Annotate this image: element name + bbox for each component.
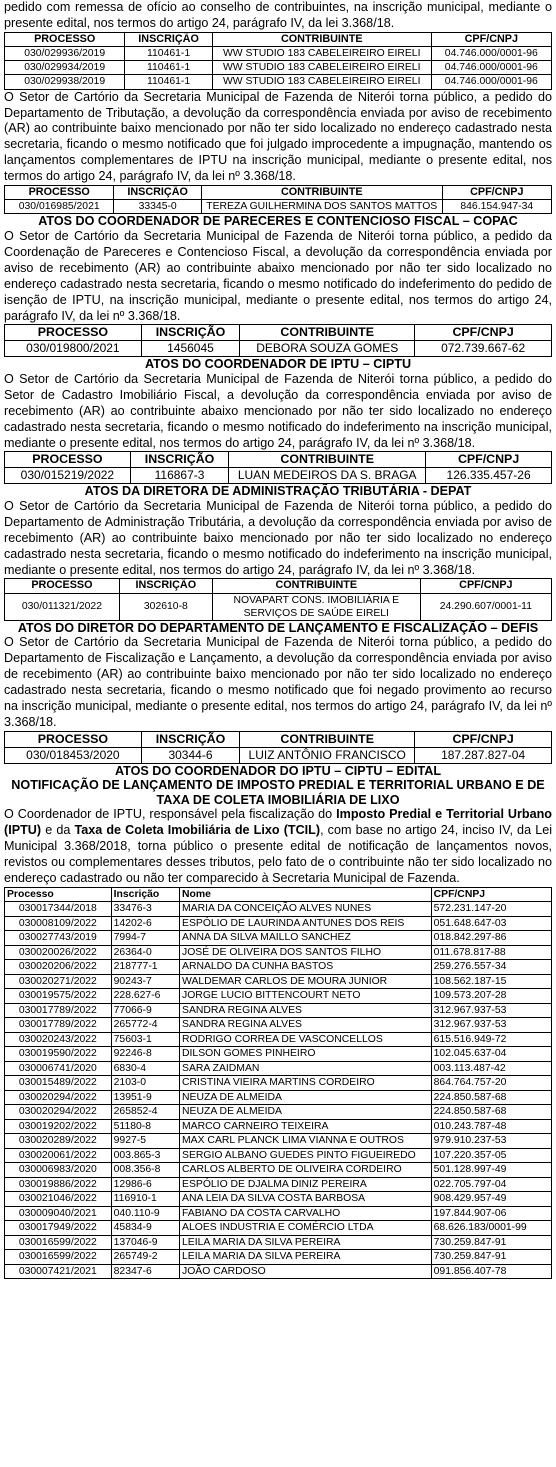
cell-processo: 030/019800/2021 [5,341,142,357]
cell-inscricao: 51180-8 [111,1119,179,1134]
table-header-row [5,325,552,341]
cell-inscricao: 228.627-6 [111,989,179,1004]
cell-inscricao: 9927-5 [111,1134,179,1149]
header-processo: PROCESSO [5,325,142,341]
cell-inscricao: 90243-7 [111,974,179,989]
cell-processo: 030021046/2022 [5,1192,112,1207]
cell-nome: ANNA DA SILVA MAILLO SANCHEZ [180,931,432,946]
table-row [5,916,552,931]
table-notificacao-list [4,887,552,1280]
header-inscricao: INSCRIÇÃO [130,452,228,468]
cell-cpf: 022.705.797-04 [431,1177,551,1192]
cell-inscricao: 302610-8 [119,593,212,620]
cell-processo: 030019886/2022 [5,1177,112,1192]
cell-contribuinte: NOVAPART CONS. IMOBILIÁRIA E SERVIÇOS DE SAÚDE EIRELI [212,593,420,620]
table-row [5,960,552,975]
cell-cpf: 224.850.587-68 [431,1090,551,1105]
header-contribuinte: CONTRIBUINTE [212,579,420,593]
table-header-row [5,452,552,468]
cell-nome: CARLOS ALBERTO DE OLIVEIRA CORDEIRO [180,1163,432,1178]
cell-inscricao: 116910-1 [111,1192,179,1207]
cell-cpf: 018.842.297-86 [431,931,551,946]
cell-contribuinte: WW STUDIO 183 CABELEIREIRO EIRELI [212,47,431,61]
cell-nome: RODRIGO CORREA DE VASCONCELLOS [180,1032,432,1047]
table-row [5,989,552,1004]
cell-cpf: 091.856.407-78 [431,1264,551,1279]
cell-processo: 030/015219/2022 [5,468,131,484]
header-processo: PROCESSO [5,32,125,46]
cell-inscricao: 14202-6 [111,916,179,931]
cell-processo: 030016599/2022 [5,1235,112,1250]
cell-inscricao: 92246-8 [111,1047,179,1062]
table-row [5,1119,552,1134]
cell-inscricao: 265852-4 [111,1105,179,1120]
cell-contribuinte: DEBORA SOUZA GOMES [240,341,415,357]
cell-processo: 030020061/2022 [5,1148,112,1163]
cell-inscricao: 6830-4 [111,1061,179,1076]
table-ww-studio [4,32,552,90]
cell-inscricao: 1456045 [141,341,239,357]
table-row [5,47,552,61]
cell-cpf: 109.573.207-28 [431,989,551,1004]
cell-cpf: 730.259.847-91 [431,1235,551,1250]
table-row [5,1047,552,1062]
copac-paragraph: O Setor de Cartório da Secretaria Municipal de Fazenda de Niterói torna público, a pedido da Coordenação de Pareceres e Contencioso Fiscal, a devolução da correspondência enviada por aviso de recebimento (AR) ao contribuinte abaixo mencionado por não ter sido localizado no endereço cadastrado nesta secretaria, ficando o mesmo notificado do indeferimento do pedido de isenção de IPTU, na inscrição municipal, mediante o presente edital, nos termos do artigo 24, parágrafo IV, da lei nº 3.368/18. [4,228,552,323]
table-header-row [5,731,552,747]
table-row [5,1192,552,1207]
table-row [5,468,552,484]
header-inscricao: INSCRIÇÃO [119,579,212,593]
cell-processo: 030016599/2022 [5,1250,112,1265]
cell-inscricao: 265749-2 [111,1250,179,1265]
intro-paragraph: pedido com remessa de ofício ao conselho de contribuintes, na inscrição municipal, mediante o presente edital, nos termos do artigo 24, parágrafo IV, da lei 3.368/18. [4,0,552,30]
cell-inscricao: 75603-1 [111,1032,179,1047]
table-header-row [5,579,552,593]
cell-inscricao: 110461-1 [125,61,213,75]
header-cpf: CPF/CNPJ [415,325,552,341]
edital-bold-iptu: Imposto Predial e Territorial Urbano (IPTU) [4,807,552,838]
table-row [5,1148,552,1163]
cell-cpf: 04.746.000/0001-96 [431,61,551,75]
cell-cpf: 04.746.000/0001-96 [431,75,551,89]
cell-nome: DILSON GOMES PINHEIRO [180,1047,432,1062]
edital-text-1: O Coordenador de IPTU, responsável pela fiscalização do [4,807,337,822]
header-contribuinte: CONTRIBUINTE [229,452,426,468]
cell-nome: NEUZA DE ALMEIDA [180,1105,432,1120]
cell-processo: 030/018453/2020 [5,747,142,763]
table-row [5,341,552,357]
table-tereza [4,185,552,214]
table-row [5,1003,552,1018]
cell-inscricao: 12986-6 [111,1177,179,1192]
cell-inscricao: 137046-9 [111,1235,179,1250]
edital-paragraph [4,807,552,887]
header-cpf: CPF/CNPJ [431,887,551,902]
cell-cpf: 908.429.957-49 [431,1192,551,1207]
header-inscricao: INSCRIÇÃO [141,731,239,747]
cell-processo: 030/029934/2019 [5,61,125,75]
tributacao-paragraph: O Setor de Cartório da Secretaria Municipal de Fazenda de Niterói torna público, a pedido do Departamento de Tributação, a devolução da correspondência enviada por aviso de recebimento (AR) ao contribuinte baixo mencionado por não ter sido localizado no endereço cadastrado nesta secretaria, ficando o mesmo notificado que foi julgado improcedente a impugnação, mantendo os lançamentos complementares de IPTU na inscrição municipal, mediante o presente edital, nos termos do artigo 24, parágrafo IV, da lei nº 3.368/18. [4,89,552,184]
table-row [5,200,552,214]
cell-contribuinte: LUIZ ANTÔNIO FRANCISCO [240,747,415,763]
header-cpf: CPF/CNPJ [420,579,551,593]
table-row [5,1018,552,1033]
cell-cpf: 68.626.183/0001-99 [431,1221,551,1236]
cell-processo: 030020271/2022 [5,974,112,989]
table-row [5,1235,552,1250]
cell-nome: SARA ZAIDMAN [180,1061,432,1076]
header-cpf: CPF/CNPJ [431,32,551,46]
cell-cpf: 730.259.847-91 [431,1250,551,1265]
table-row [5,1206,552,1221]
edital-page [4,0,552,1279]
cell-processo: 030009040/2021 [5,1206,112,1221]
cell-nome: LEILA MARIA DA SILVA PEREIRA [180,1235,432,1250]
cell-nome: LEILA MARIA DA SILVA PEREIRA [180,1250,432,1265]
cell-processo: 030/029938/2019 [5,75,125,89]
table-row [5,747,552,763]
cell-processo: 030020243/2022 [5,1032,112,1047]
cell-cpf: 312.967.937-53 [431,1003,551,1018]
cell-cpf: 102.045.637-04 [431,1047,551,1062]
cell-inscricao: 13951-9 [111,1090,179,1105]
cell-cpf: 312.967.937-53 [431,1018,551,1033]
header-contribuinte: CONTRIBUINTE [201,186,442,200]
header-inscricao: INSCRIÇÃO [114,186,202,200]
depat-paragraph: O Setor de Cartório da Secretaria Municipal de Fazenda de Niterói torna público, a pedido do Departamento de Administração Tributária, a devolução da correspondência enviada por aviso de recebimento (AR) ao contribuinte baixo mencionado por não ter sido localizado no endereço cadastrado nesta secretaria, ficando o mesmo notificado do indeferimento na inscrição municipal, mediante o presente edital, nos termos do artigo 24, parágrafo IV, da lei nº 3.368/18. [4,498,552,577]
copac-heading: ATOS DO COORDENADOR DE PARECERES E CONTENCIOSO FISCAL – COPAC [38,214,518,229]
header-cpf: CPF/CNPJ [442,186,551,200]
cell-processo: 030008109/2022 [5,916,112,931]
header-processo: Processo [5,887,112,902]
header-contribuinte: CONTRIBUINTE [212,32,431,46]
cell-inscricao: 116867-3 [130,468,228,484]
table-row [5,593,552,620]
defis-paragraph: O Setor de Cartório da Secretaria Municipal de Fazenda de Niterói torna público, a pedido do Departamento de Fiscalização e Lançamento, a devolução da correspondência enviada por aviso de recebimento (AR) ao contribuinte baixo mencionado por não ter sido localizado no endereço cadastrado nesta secretaria, ficando o mesmo notificado que foi negado provimento ao recurso na inscrição municipal, mediante o presente edital, nos termos do artigo 24, parágrafo IV, da lei nº 3.368/18. [4,635,552,729]
table-copac [4,324,552,357]
table-row [5,1076,552,1091]
cell-processo: 030020289/2022 [5,1134,112,1149]
cell-nome: SANDRA REGINA ALVES [180,1003,432,1018]
cell-nome: FABIANO DA COSTA CARVALHO [180,1206,432,1221]
header-inscricao: INSCRIÇÃO [125,32,213,46]
cell-processo: 030027743/2019 [5,931,112,946]
cell-processo: 030020206/2022 [5,960,112,975]
table-row [5,1221,552,1236]
table-row [5,1032,552,1047]
cell-processo: 030015489/2022 [5,1076,112,1091]
header-contribuinte: CONTRIBUINTE [240,325,415,341]
cell-processo: 030019575/2022 [5,989,112,1004]
table-row [5,1250,552,1265]
cell-nome: MARCO CARNEIRO TEIXEIRA [180,1119,432,1134]
cell-inscricao: 218777-1 [111,960,179,975]
cell-cpf: 224.850.587-68 [431,1105,551,1120]
cell-inscricao: 82347-6 [111,1264,179,1279]
edital-bold-tcil: Taxa de Coleta Imobiliária de Lixo (TCIL) [74,823,321,838]
header-processo: PROCESSO [5,579,120,593]
cell-inscricao: 45834-9 [111,1221,179,1236]
cell-processo: 030007421/2021 [5,1264,112,1279]
header-processo: PROCESSO [5,731,142,747]
cell-processo: 030006983/2020 [5,1163,112,1178]
header-inscricao: INSCRIÇÃO [141,325,239,341]
table-header-row [5,32,552,46]
cell-contribuinte: WW STUDIO 183 CABELEIREIRO EIRELI [212,75,431,89]
cell-processo: 030017344/2018 [5,902,112,917]
cell-inscricao: 2103-0 [111,1076,179,1091]
cell-cpf: 864.764.757-20 [431,1076,551,1091]
cell-nome: ARNALDO DA CUNHA BASTOS [180,960,432,975]
table-depat [4,578,552,620]
cell-cpf: 011.678.817-88 [431,945,551,960]
cell-nome: MAX CARL PLANCK LIMA VIANNA E OUTROS [180,1134,432,1149]
cell-cpf: 259.276.557-34 [431,960,551,975]
edital-heading: ATOS DO COORDENADOR DO IPTU – CIPTU – EDITAL [114,763,442,778]
cell-cpf: 126.335.457-26 [426,468,552,484]
cell-inscricao: 30344-6 [141,747,239,763]
header-processo: PROCESSO [5,452,131,468]
cell-inscricao: 265772-4 [111,1018,179,1033]
table-row [5,931,552,946]
cell-cpf: 051.648.647-03 [431,916,551,931]
cell-cpf: 107.220.357-05 [431,1148,551,1163]
cell-nome: NEUZA DE ALMEIDA [180,1090,432,1105]
cell-processo: 030/011321/2022 [5,593,120,620]
cell-processo: 030/016985/2021 [5,200,114,214]
cell-processo: 030017949/2022 [5,1221,112,1236]
cell-contribuinte: WW STUDIO 183 CABELEIREIRO EIRELI [212,61,431,75]
cell-nome: ESPÓLIO DE DJALMA DINIZ PEREIRA [180,1177,432,1192]
cell-cpf: 108.562.187-15 [431,974,551,989]
table-header-row [5,186,552,200]
cell-inscricao: 33476-3 [111,902,179,917]
table-header-row [5,887,552,902]
table-row [5,974,552,989]
table-row [5,945,552,960]
cell-cpf: 197.844.907-06 [431,1206,551,1221]
cell-inscricao: 7994-7 [111,931,179,946]
cell-inscricao: 008.356-8 [111,1163,179,1178]
cell-inscricao: 040.110-9 [111,1206,179,1221]
cell-inscricao: 110461-1 [125,47,213,61]
cell-nome: SANDRA REGINA ALVES [180,1018,432,1033]
header-contribuinte: CONTRIBUINTE [240,731,415,747]
table-row [5,61,552,75]
cell-cpf: 24.290.607/0001-11 [420,593,551,620]
cell-nome: ESPÓLIO DE LAURINDA ANTUNES DOS REIS [180,916,432,931]
table-defis [4,731,552,764]
header-cpf: CPF/CNPJ [426,452,552,468]
ciptu-heading: ATOS DO COORDENADOR DE IPTU – CIPTU [144,357,412,372]
table-row [5,1061,552,1076]
header-inscricao: Inscrição [111,887,179,902]
cell-nome: MARIA DA CONCEIÇÃO ALVES NUNES [180,902,432,917]
cell-nome: CRISTINA VIEIRA MARTINS CORDEIRO [180,1076,432,1091]
cell-cpf: 003.113.487-42 [431,1061,551,1076]
table-row [5,1134,552,1149]
cell-inscricao: 77066-9 [111,1003,179,1018]
cell-cpf: 615.516.949-72 [431,1032,551,1047]
edital-text-2: e da [41,823,75,838]
cell-cpf: 010.243.787-48 [431,1119,551,1134]
table-row [5,1090,552,1105]
cell-cpf: 572.231.147-20 [431,902,551,917]
cell-processo: 030019590/2022 [5,1047,112,1062]
cell-cpf: 979.910.237-53 [431,1134,551,1149]
cell-processo: 030017789/2022 [5,1003,112,1018]
table-row [5,75,552,89]
cell-inscricao: 110461-1 [125,75,213,89]
defis-heading: ATOS DO DIRETOR DO DEPARTAMENTO DE LANÇAMENTO E FISCALIZAÇÃO – DEFIS [17,620,539,635]
header-cpf: CPF/CNPJ [415,731,552,747]
cell-processo: 030019202/2022 [5,1119,112,1134]
cell-nome: ANA LEIA DA SILVA COSTA BARBOSA [180,1192,432,1207]
cell-processo: 030020294/2022 [5,1105,112,1120]
cell-cpf: 846.154.947-34 [442,200,551,214]
cell-cpf: 072.739.667-62 [415,341,552,357]
table-row [5,1177,552,1192]
cell-cpf: 501.128.997-49 [431,1163,551,1178]
cell-cpf: 04.746.000/0001-96 [431,47,551,61]
table-row [5,1264,552,1279]
cell-processo: 030/029936/2019 [5,47,125,61]
table-row [5,1163,552,1178]
cell-nome: ALOES INDUSTRIA E COMÉRCIO LTDA [180,1221,432,1236]
cell-cpf: 187.287.827-04 [415,747,552,763]
cell-processo: 030006741/2020 [5,1061,112,1076]
cell-inscricao: 26364-0 [111,945,179,960]
header-processo: PROCESSO [5,186,114,200]
cell-contribuinte: TEREZA GUILHERMINA DOS SANTOS MATTOS [201,200,442,214]
notificacao-heading: NOTIFICAÇÃO DE LANÇAMENTO DE IMPOSTO PREDIAL E TERRITORIAL URBANO E DE TAXA DE COLETA IMOBILIÁRIA DE LIXO [11,778,545,807]
cell-contribuinte: LUAN MEDEIROS DA S. BRAGA [229,468,426,484]
ciptu-paragraph: O Setor de Cartório da Secretaria Municipal de Fazenda de Niterói torna público, a pedido do Setor de Cadastro Imobiliário Fiscal, a devolução da correspondência enviada por aviso de recebimento (AR) ao contribuinte abaixo mencionado por não ter sido localizado no endereço cadastrado nesta secretaria, ficando o mesmo notificado do indeferimento na inscrição municipal, mediante o presente edital, nos termos do artigo 24, parágrafo IV, da lei nº 3.368/18. [4,371,552,450]
cell-nome: SERGIO ALBANO GUEDES PINTO FIGUEIREDO [180,1148,432,1163]
depat-heading: ATOS DA DIRETORA DE ADMINISTRAÇÃO TRIBUTÁRIA - DEPAT [84,484,472,499]
cell-nome: JOÃO CARDOSO [180,1264,432,1279]
cell-nome: JOSÉ DE OLIVEIRA DOS SANTOS FILHO [180,945,432,960]
cell-nome: JORGE LUCIO BITTENCOURT NETO [180,989,432,1004]
cell-inscricao: 003.865-3 [111,1148,179,1163]
header-nome: Nome [180,887,432,902]
cell-processo: 030017789/2022 [5,1018,112,1033]
table-row [5,1105,552,1120]
cell-processo: 030020294/2022 [5,1090,112,1105]
edital-text-3: , com base no artigo 24, inciso IV, da Lei Municipal 3.368/2018, torna público o presente edital de notificação de lançamentos novos, revistos ou complementares desses tributos, pelo fato de o contribuinte não ter sido localizado no endereço cadastrado ou não ter comparecido à Secretaria Municipal de Fazenda. [4,823,552,885]
cell-nome: WALDEMAR CARLOS DE MOURA JUNIOR [180,974,432,989]
cell-processo: 030020026/2022 [5,945,112,960]
table-row [5,902,552,917]
cell-inscricao: 33345-0 [114,200,202,214]
table-ciptu [4,451,552,484]
